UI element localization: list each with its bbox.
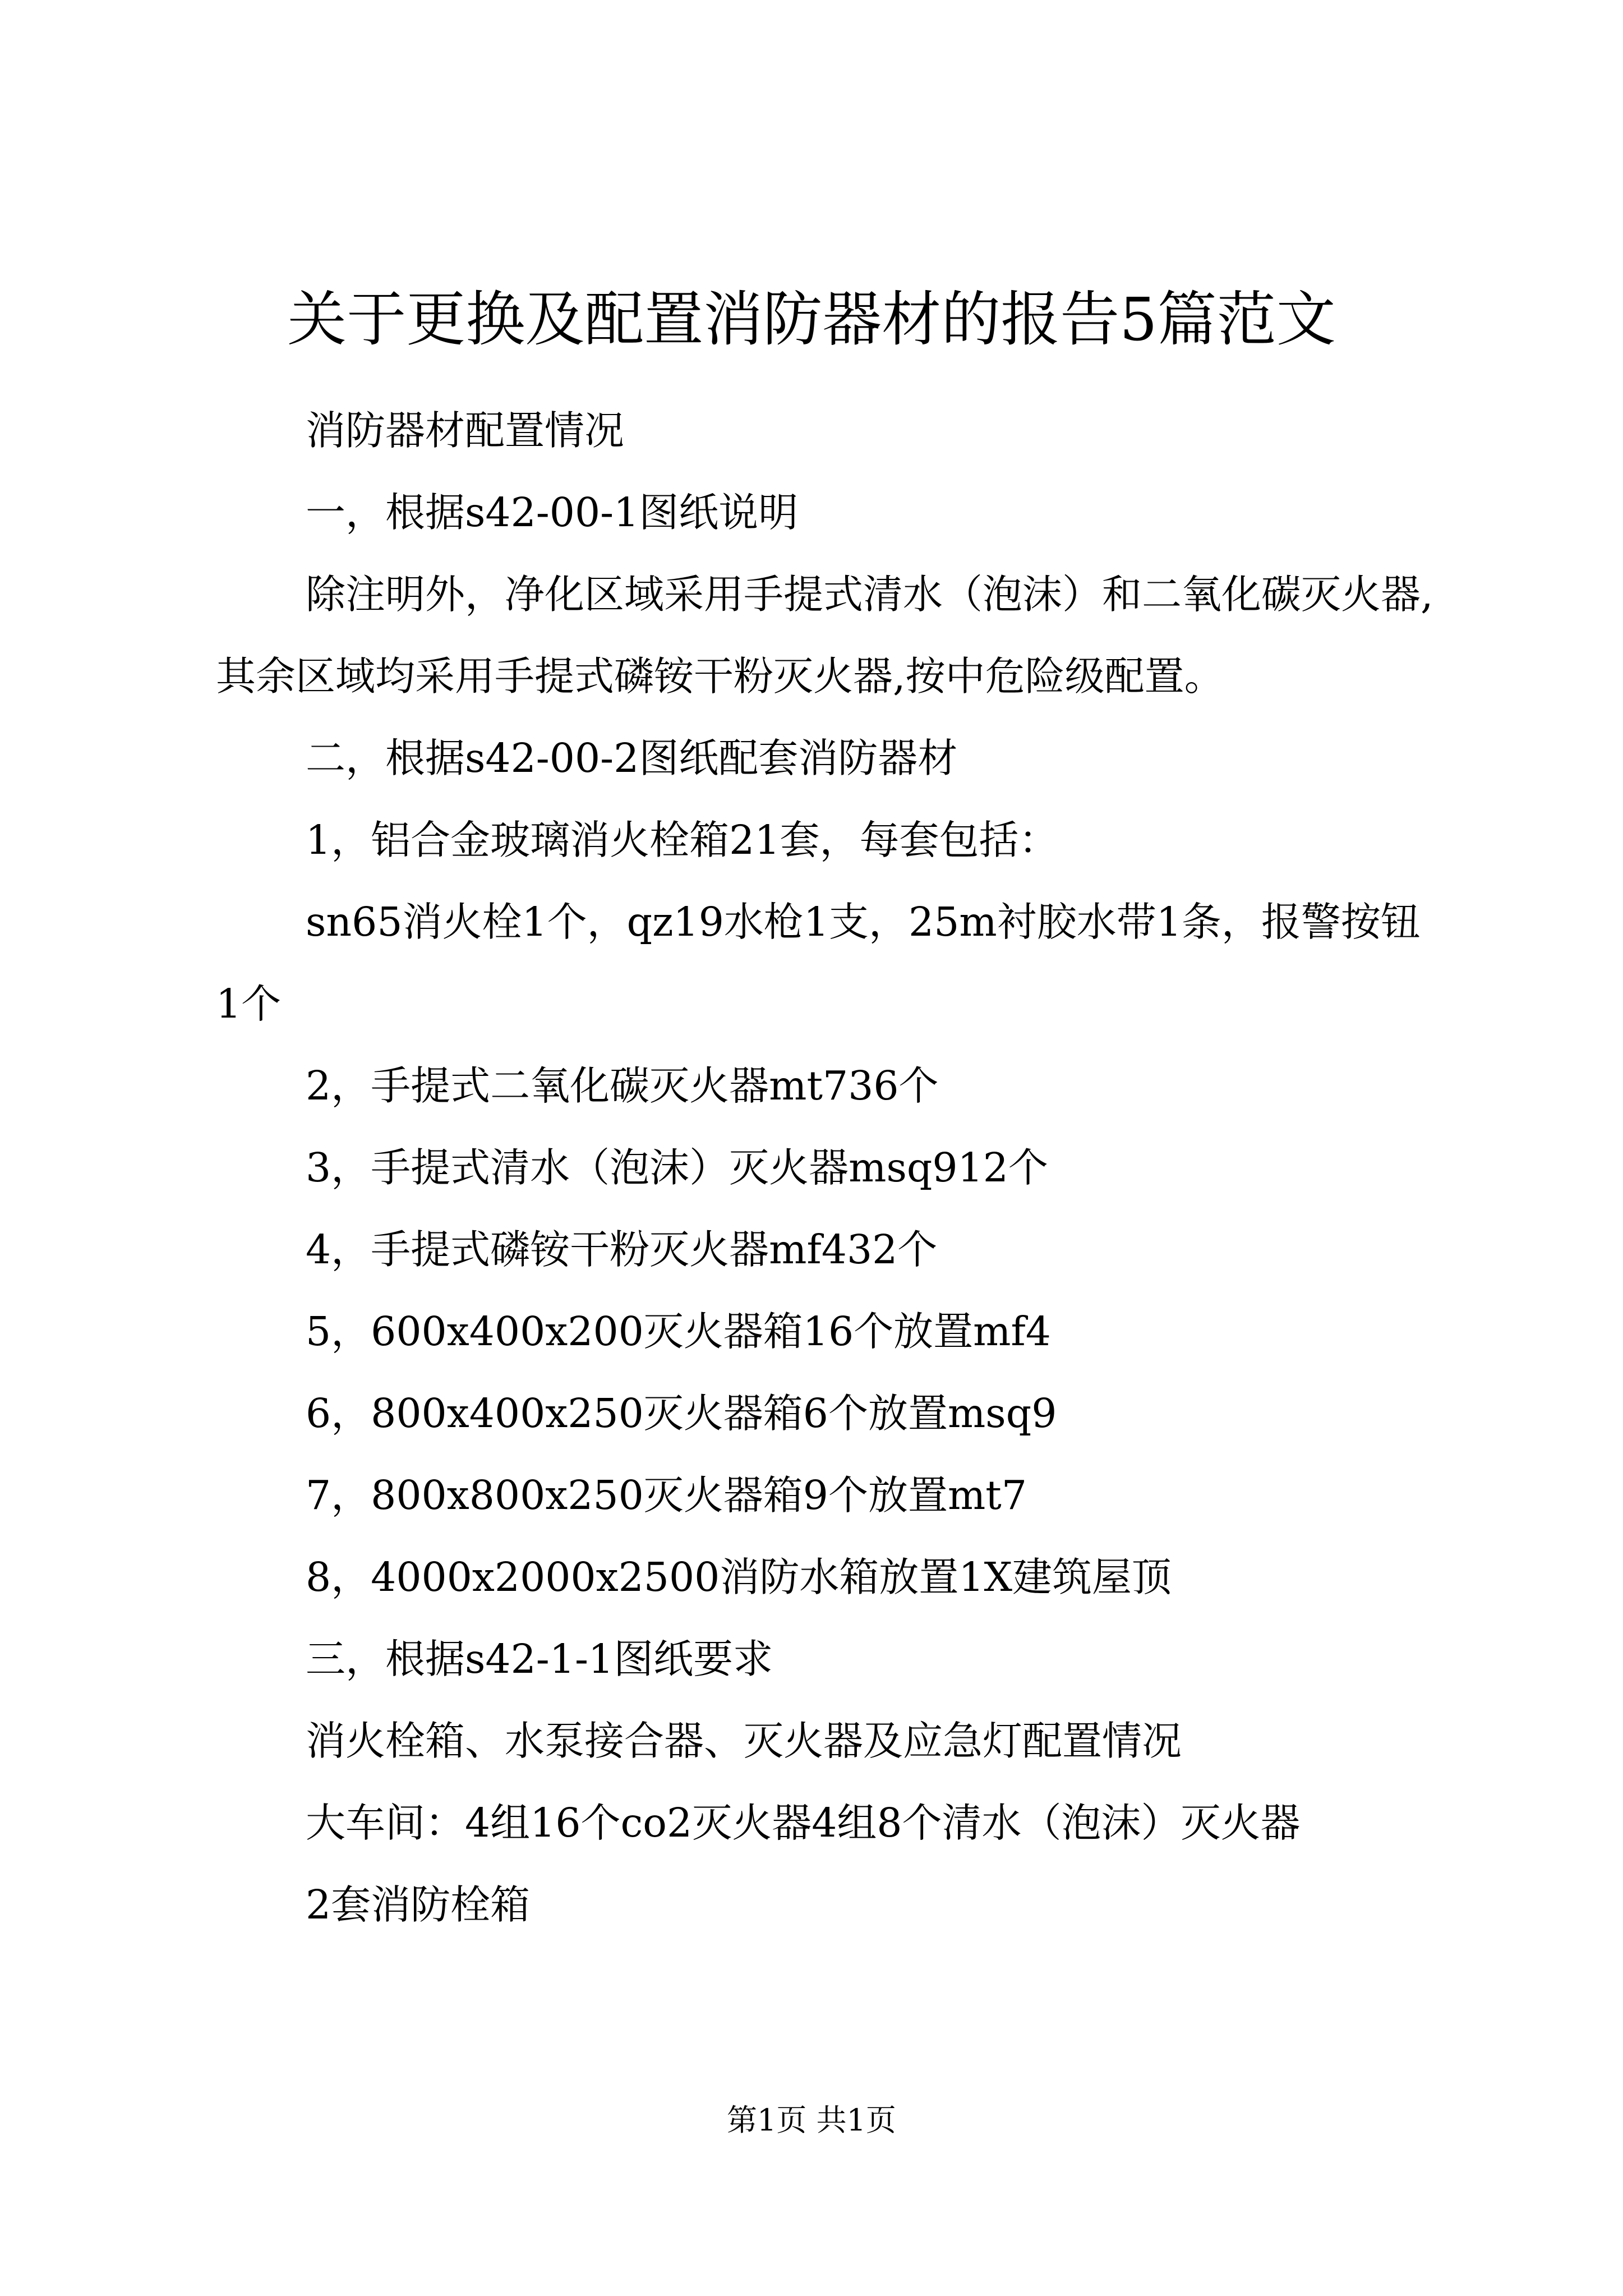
paragraph: 5，600x400x200灭火器箱16个放置mf4 (306, 1308, 1051, 1355)
paragraph: 三，根据s42-1-1图纸要求 (306, 1636, 773, 1682)
paragraph: 6，800x400x250灭火器箱6个放置msq9 (306, 1390, 1057, 1437)
paragraph: 3，手提式清水（泡沫）灭火器msq912个 (306, 1144, 1048, 1191)
paragraph: 2套消防栓箱 (306, 1881, 531, 1928)
paragraph: 消火栓箱、水泵接合器、灭火器及应急灯配置情况 (306, 1718, 1182, 1764)
paragraph: 二，根据s42-00-2图纸配套消防器材 (306, 735, 958, 781)
paragraph: 8，4000x2000x2500消防水箱放置1X建筑屋顶 (306, 1554, 1172, 1600)
document-body (216, 390, 1438, 1946)
page-footer: 第1页 共1页 (727, 2102, 896, 2138)
document-title: 关于更换及配置消防器材的报告5篇范文 (287, 285, 1336, 354)
paragraph: 1，铝合金玻璃消火栓箱21套，每套包括： (306, 817, 1059, 863)
paragraph: 消防器材配置情况 (306, 407, 625, 454)
paragraph: 一，根据s42-00-1图纸说明 (306, 489, 799, 536)
paragraph: sn65消火栓1个，qz19水枪1支，25m衬胶水带1条，报警按钮1个 (216, 899, 1421, 1027)
paragraph: 4，手提式磷铵干粉灭火器mf432个 (306, 1226, 938, 1273)
paragraph: 7，800x800x250灭火器箱9个放置mt7 (306, 1472, 1027, 1519)
paragraph: 除注明外，净化区域采用手提式清水（泡沫）和二氧化碳灭火器,其余区域均采用手提式磷铵干粉灭火器,按中危险级配置。 (216, 571, 1433, 700)
paragraph: 2，手提式二氧化碳灭火器mt736个 (306, 1062, 939, 1109)
paragraph: 大车间：4组16个co2灭火器4组8个清水（泡沫）灭火器 (306, 1800, 1301, 1846)
